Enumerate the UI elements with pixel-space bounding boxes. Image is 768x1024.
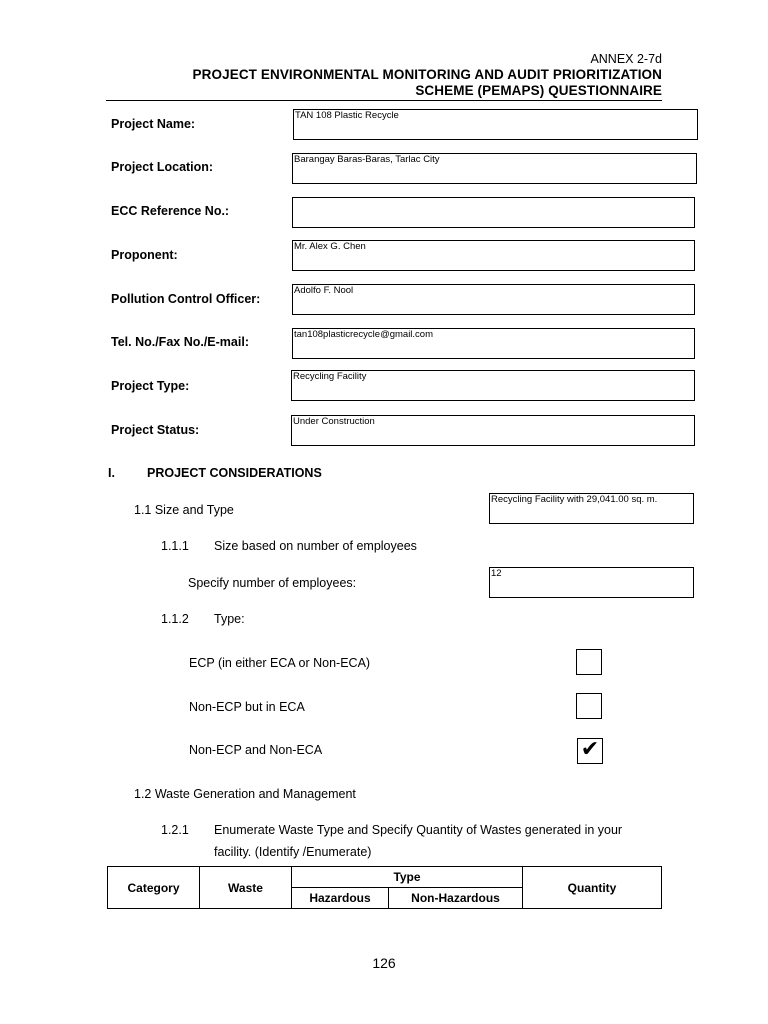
proponent-label: Proponent: <box>111 248 178 262</box>
type-option-non-ecp-non-eca-checkbox[interactable]: ✔ <box>577 738 603 764</box>
subsection-1-1-1-title: Size based on number of employees <box>214 539 417 553</box>
subsection-1-2-1-number: 1.2.1 <box>161 823 189 837</box>
project-status-field[interactable]: Under Construction <box>291 415 695 446</box>
employees-field[interactable]: 12 <box>489 567 694 598</box>
contact-field[interactable]: tan108plasticrecycle@gmail.com <box>292 328 695 359</box>
subsection-1-2-1-line2: facility. (Identify /Enumerate) <box>214 845 372 859</box>
type-option-non-ecp-in-eca-checkbox[interactable] <box>576 693 602 719</box>
ecc-reference-label: ECC Reference No.: <box>111 204 230 218</box>
annex-label: ANNEX 2-7d <box>590 52 662 66</box>
size-and-type-field[interactable]: Recycling Facility with 29,041.00 sq. m. <box>489 493 694 524</box>
project-location-field[interactable]: Barangay Baras-Baras, Tarlac City <box>292 153 697 184</box>
project-status-label: Project Status: <box>111 423 200 437</box>
section-number: I. <box>108 466 115 480</box>
employees-label: Specify number of employees: <box>188 576 357 590</box>
pollution-control-officer-field[interactable]: Adolfo F. Nool <box>292 284 695 315</box>
col-category-header: Category <box>108 867 200 909</box>
subsection-1-1-1-number: 1.1.1 <box>161 539 189 553</box>
document-title-line2: SCHEME (PEMAPS) QUESTIONNAIRE <box>415 83 662 98</box>
page-number: 126 <box>372 955 396 971</box>
project-location-label: Project Location: <box>111 160 214 174</box>
ecc-reference-field[interactable] <box>292 197 695 228</box>
project-name-field[interactable]: TAN 108 Plastic Recycle <box>293 109 698 140</box>
proponent-field[interactable]: Mr. Alex G. Chen <box>292 240 695 271</box>
col-waste-header: Waste <box>200 867 292 909</box>
section-title: PROJECT CONSIDERATIONS <box>147 466 322 480</box>
size-and-type-heading: 1.1 Size and Type <box>134 503 234 517</box>
project-type-label: Project Type: <box>111 379 190 393</box>
col-type-header: Type <box>292 867 523 888</box>
type-option-ecp-checkbox[interactable] <box>576 649 602 675</box>
subsection-1-1-2-title: Type: <box>214 612 245 626</box>
project-type-field[interactable]: Recycling Facility <box>291 370 695 401</box>
pollution-control-officer-label: Pollution Control Officer: <box>111 292 261 306</box>
type-option-ecp-label: ECP (in either ECA or Non-ECA) <box>189 656 371 670</box>
header-divider <box>106 100 662 101</box>
project-name-label: Project Name: <box>111 117 196 131</box>
contact-label: Tel. No./Fax No./E-mail: <box>111 335 249 349</box>
waste-generation-heading: 1.2 Waste Generation and Management <box>134 787 356 801</box>
col-non-hazardous-header: Non-Hazardous <box>389 888 523 909</box>
subsection-1-2-1-line1: Enumerate Waste Type and Specify Quantity of Wastes generated in your <box>214 823 623 837</box>
col-hazardous-header: Hazardous <box>292 888 389 909</box>
type-option-non-ecp-in-eca-label: Non-ECP but in ECA <box>189 700 305 714</box>
document-title-line1: PROJECT ENVIRONMENTAL MONITORING AND AUDIT PRIORITIZATION <box>192 67 662 82</box>
col-quantity-header: Quantity <box>523 867 662 909</box>
subsection-1-1-2-number: 1.1.2 <box>161 612 189 626</box>
type-option-non-ecp-non-eca-label: Non-ECP and Non-ECA <box>189 743 323 757</box>
waste-table <box>107 866 662 909</box>
